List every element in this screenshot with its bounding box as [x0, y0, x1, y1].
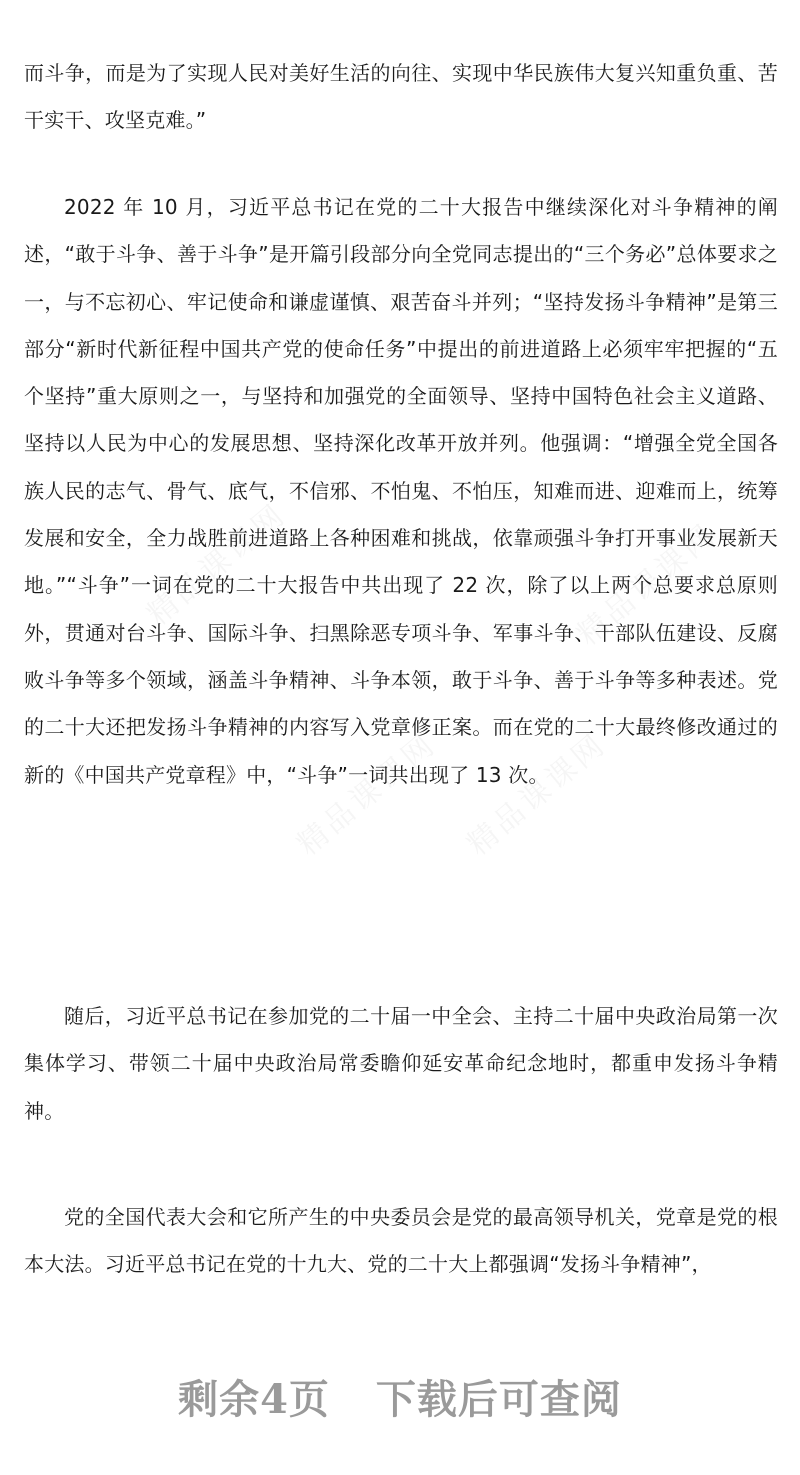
paragraph-continued: 而斗争，而是为了实现人民对美好生活的向往、实现中华民族伟大复兴知重负重、苦干实干、攻坚克难。”	[24, 61, 778, 133]
watermark: 精品课课网	[290, 726, 444, 863]
watermark: 精品课课网	[460, 726, 614, 863]
paragraph: 党的全国代表大会和它所产生的中央委员会是党的最高领导机关，党章是党的根本大法。习近平总书记在党的十九大、党的二十大上都强调“发扬斗争精神”，	[24, 1205, 778, 1277]
paragraph: 2022 年 10 月，习近平总书记在党的二十大报告中继续深化对斗争精神的阐述，“敢于斗争、善于斗争”是开篇引段部分向全党同志提出的“三个务必”总体要求之一，与不忘初心、牢记使命和谦虚谨慎、艰苦奋斗并列；“坚持发扬斗争精神”是第三部分“新时代新征程中国共产党的使命任务”中提出的前进道路上必须牢牢把握的“五个坚持”重大原则之一，与坚持和加强党的全面领导、坚持中国特色社会主义道路、坚持以人民为中心的发展思想、坚持深化改革开放并列。他强调：“增强全党全国各族人民的志气、骨气、底气，不信邪、不怕鬼、不怕压，知难而进、迎难而上，统筹发展和安全，全力战胜前进道路上各种困难和挑战，依靠顽强斗争打开事业发展新天地。”“斗争”一词在党的二十大报告中共出现了 22 次，除了以上两个总要求总原则外，贯通对台斗争、国际斗争、扫黑除恶专项斗争、军事斗争、干部队伍建设、反腐败斗争等多个领域，涵盖斗争精神、斗争本领，敢于斗争、善于斗争等多种表述。党的二十大还把发扬斗争精神的内容写入党章修正案。而在党的二十大最终修改通过的新的《中国共产党章程》中，“斗争”一词共出现了 13 次。	[24, 195, 778, 787]
remaining-pages-text: 剩余4页	[178, 1376, 330, 1423]
download-to-view-text[interactable]: 下载后可查阅	[375, 1376, 622, 1423]
download-prompt[interactable]	[0, 1368, 800, 1425]
watermark: 精品课课网	[140, 496, 294, 633]
paragraph: 随后，习近平总书记在参加党的二十届一中全会、主持二十届中央政治局第一次集体学习、带领二十届中央政治局常委瞻仰延安革命纪念地时，都重申发扬斗争精神。	[24, 1004, 778, 1123]
watermark: 精品课课网	[570, 516, 724, 653]
